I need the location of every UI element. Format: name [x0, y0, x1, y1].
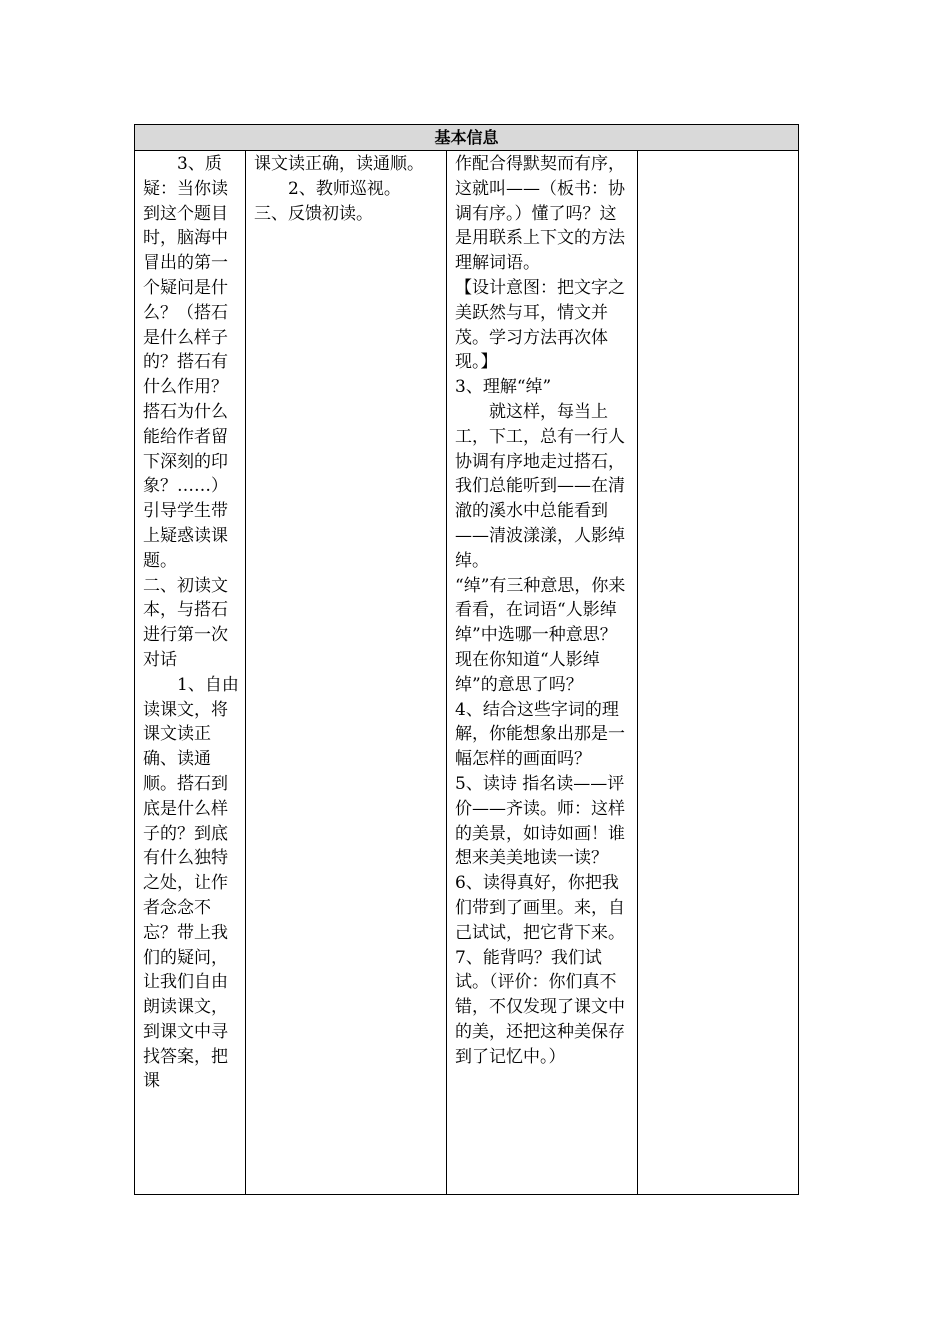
paragraph: 2、教师巡视。	[288, 178, 401, 199]
cell-text	[246, 151, 446, 226]
paragraph: 6、读得真好，你把我们带到了画里。来，自己试试，把它背下来。	[455, 873, 625, 943]
paragraph: 【设计意图：把文字之美跃然与耳，情文并茂。学习方法再次体现。】	[455, 277, 625, 373]
paragraph: 作配合得默契而有序，这就叫——（板书：协调有序。）懂了吗？这是用联系上下文的方法理解词语。	[455, 154, 625, 274]
paragraph: 课文读正确，读通顺。	[254, 154, 424, 174]
column-cell	[638, 151, 799, 1195]
table-header: 基本信息	[135, 125, 799, 151]
lesson-table	[134, 124, 799, 1195]
paragraph: 5、读诗 指名读——评价——齐读。师：这样的美景，如诗如画！谁想来美美地读一读？	[455, 773, 625, 869]
paragraph: “绰”有三种意思，你来看看，在词语“人影绰绰”中选哪一种意思？现在你知道“人影绰绰”的意思了吗？	[455, 575, 626, 695]
cell-text	[638, 151, 798, 152]
column-cell	[447, 151, 638, 1195]
column-cell	[135, 151, 246, 1195]
cell-text	[135, 151, 245, 1094]
body-row	[135, 151, 799, 1195]
paragraph: 3、质疑：当你读到这个题目时，脑海中冒出的第一个疑问是什么？（搭石是什么样子的？搭石有什么作用？搭石为什么能给作者留下深刻的印象？……）引导学生带上疑惑读课题。	[143, 154, 228, 571]
paragraph: 4、结合这些字词的理解，你能想象出那是一幅怎样的画面吗？	[455, 699, 625, 770]
paragraph: 1、自由读课文，将课文读正确、读通顺。搭石到底是什么样子的？到底有什么独特之处，让作者念念不忘？带上我们的疑问，让我们自由朗读课文，到课文中寻找答案，把课	[143, 674, 239, 1092]
paragraph: 就这样，每当上工，下工，总有一行人协调有序地走过搭石，我们总能听到——在清澈的溪水中总能看到——清波漾漾，人影绰绰。	[455, 401, 625, 571]
cell-text	[447, 151, 637, 1069]
header-row	[135, 125, 799, 151]
paragraph: 二、初读文本，与搭石进行第一次对话	[143, 575, 228, 670]
paragraph: 3、理解“绰”	[455, 377, 552, 398]
column-cell	[246, 151, 447, 1195]
paragraph: 7、能背吗？我们试试。（评价：你们真不错，不仅发现了课文中的美，还把这种美保存到了记忆中。）	[455, 947, 625, 1067]
paragraph: 三、反馈初读。	[254, 203, 373, 224]
